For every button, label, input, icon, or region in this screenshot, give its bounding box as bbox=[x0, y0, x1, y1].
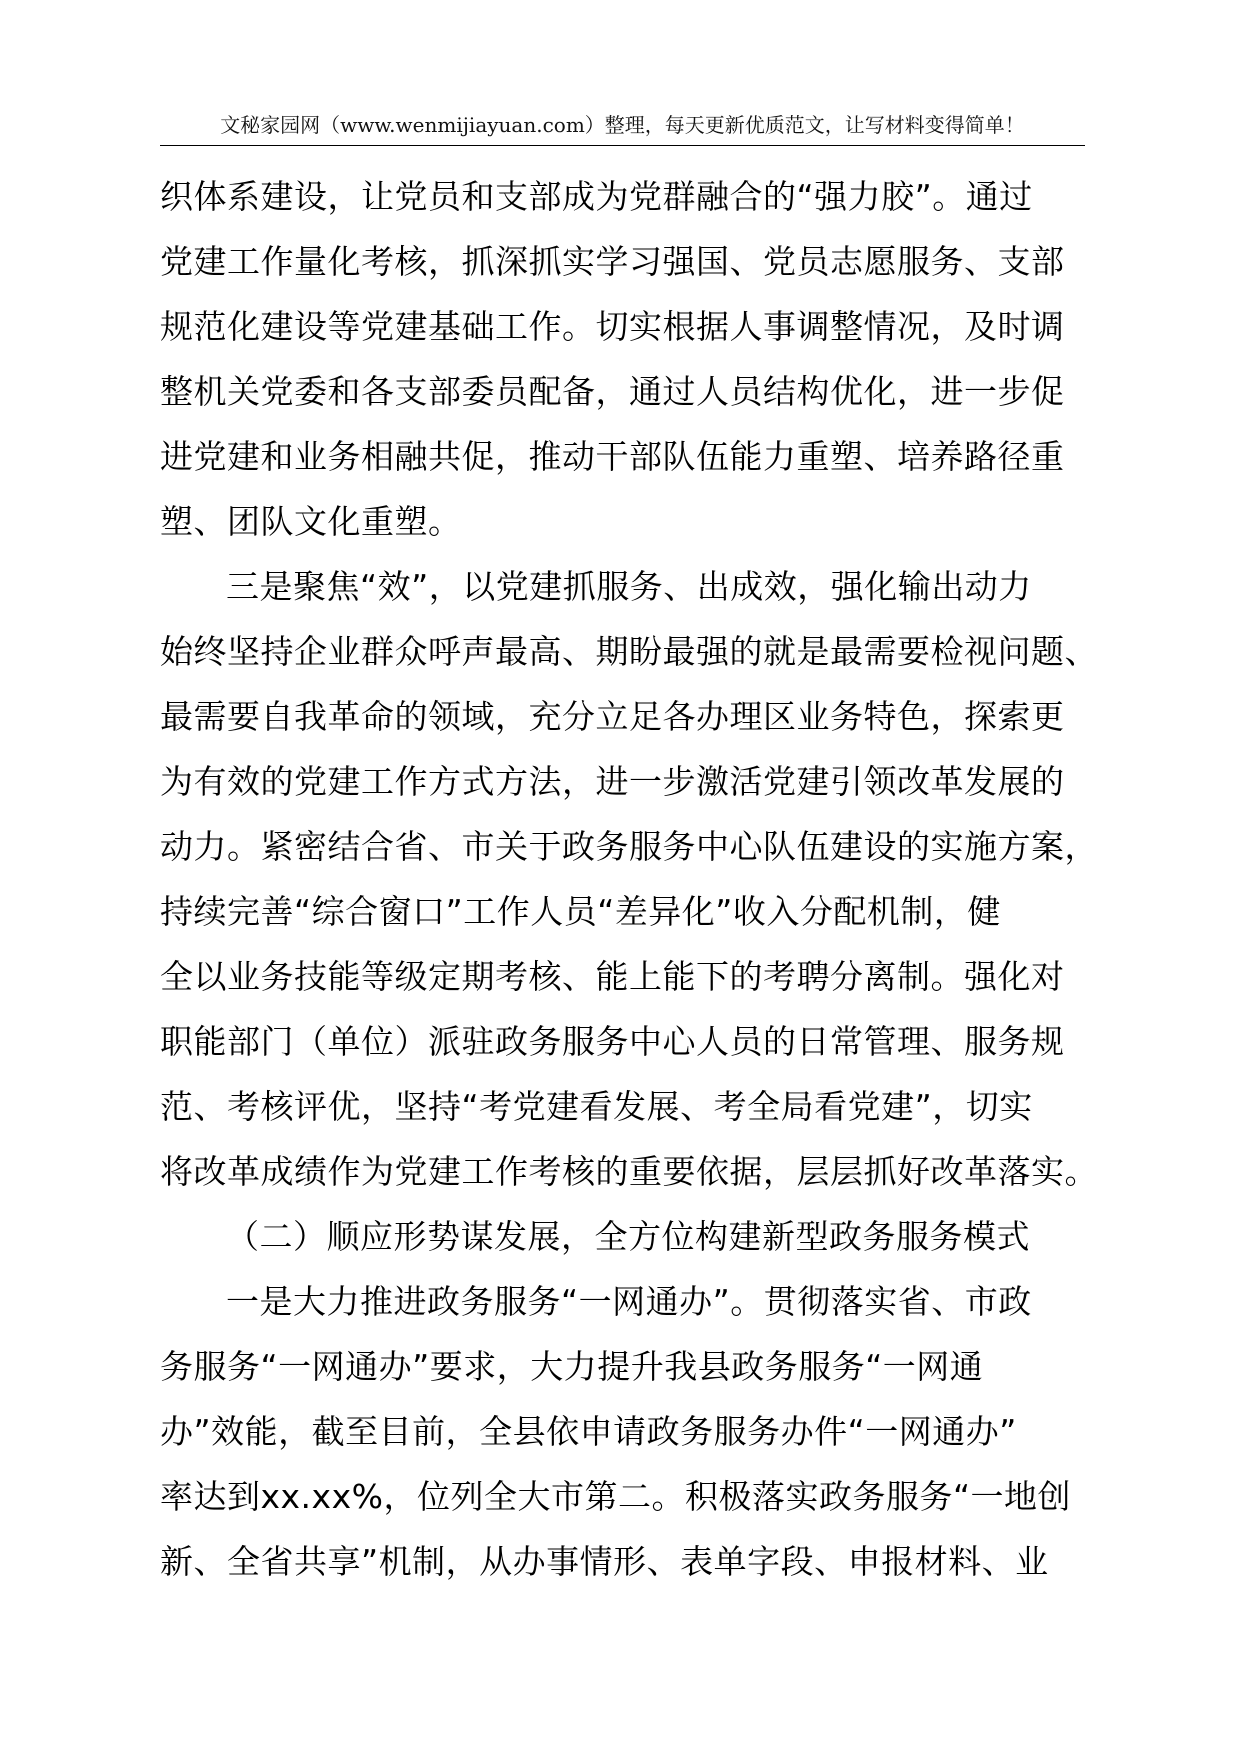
body-line: 规范化建设等党建基础工作。切实根据人事调整情况，及时调 bbox=[160, 307, 1065, 346]
body-line: 进党建和业务相融共促，推动干部队伍能力重塑、培养路径重 bbox=[160, 437, 1065, 476]
body-line: 职能部门（单位）派驻政务服务中心人员的日常管理、服务规 bbox=[160, 1022, 1065, 1061]
body-line: 持续完善“综合窗口”工作人员“差异化”收入分配机制，健 bbox=[160, 892, 1001, 931]
body-line: 全以业务技能等级定期考核、能上能下的考聘分离制。强化对 bbox=[160, 957, 1065, 996]
paragraph-start-line: 一是大力推进政务服务“一网通办”。贯彻落实省、市政 bbox=[226, 1282, 1032, 1321]
document-body bbox=[160, 164, 1120, 1594]
body-line: 最需要自我革命的领域，充分立足各办理区业务特色，探索更 bbox=[160, 697, 1065, 736]
paragraph-start-line: 三是聚焦“效”，以党建抓服务、出成效，强化输出动力 bbox=[226, 567, 1032, 606]
page-header: 文秘家园网（www.wenmijiayuan.com）整理，每天更新优质范文，让写材料变得简单！ bbox=[220, 113, 1025, 137]
body-line: 范、考核评优，坚持“考党建看发展、考全局看党建”，切实 bbox=[160, 1087, 1033, 1126]
body-line: 办”效能，截至目前，全县依申请政务服务办件“一网通办” bbox=[160, 1412, 1017, 1451]
body-line: 将改革成绩作为党建工作考核的重要依据，层层抓好改革落实。 bbox=[160, 1152, 1098, 1191]
body-line: 党建工作量化考核，抓深抓实学习强国、党员志愿服务、支部 bbox=[160, 242, 1065, 281]
body-line: 率达到xx.xx%，位列全大市第二。积极落实政务服务“一地创 bbox=[160, 1477, 1072, 1516]
body-line: 新、全省共享”机制，从办事情形、表单字段、申报材料、业 bbox=[160, 1542, 1049, 1581]
body-line: 务服务“一网通办”要求，大力提升我县政务服务“一网通 bbox=[160, 1347, 984, 1386]
header-divider bbox=[160, 145, 1085, 146]
section-subheading: （二）顺应形势谋发展，全方位构建新型政务服务模式 bbox=[226, 1217, 1030, 1256]
body-line: 为有效的党建工作方式方法，进一步激活党建引领改革发展的 bbox=[160, 762, 1065, 801]
body-line: 塑、团队文化重塑。 bbox=[160, 502, 462, 541]
body-line: 整机关党委和各支部委员配备，通过人员结构优化，进一步促 bbox=[160, 372, 1065, 411]
body-line: 始终坚持企业群众呼声最高、期盼最强的就是最需要检视问题、 bbox=[160, 632, 1098, 671]
body-line: 动力。紧密结合省、市关于政务服务中心队伍建设的实施方案， bbox=[160, 827, 1098, 866]
body-line: 织体系建设，让党员和支部成为党群融合的“强力胶”。通过 bbox=[160, 177, 1033, 216]
